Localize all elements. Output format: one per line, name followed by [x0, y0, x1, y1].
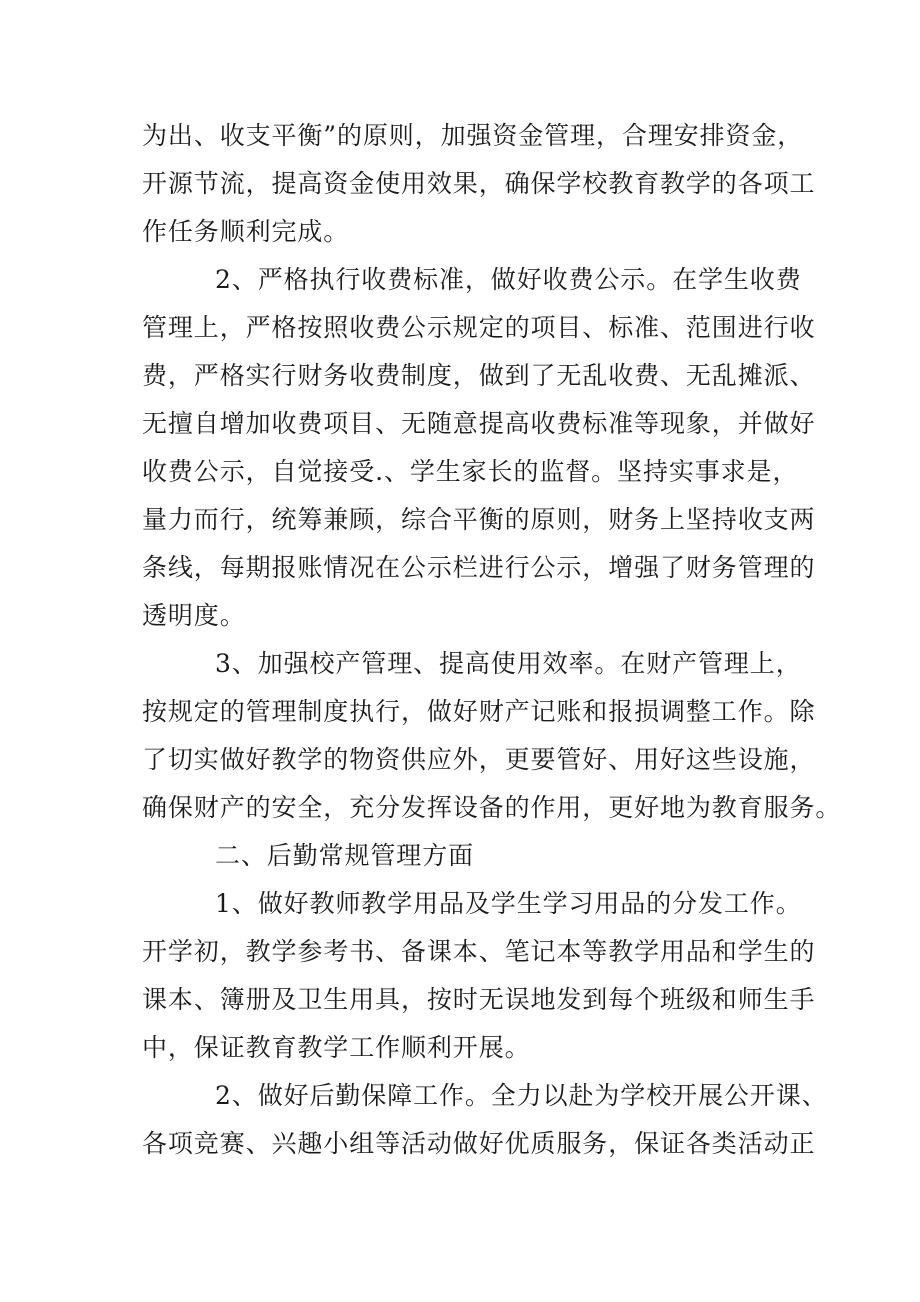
- text-line: 量力而行，统筹兼顾，综合平衡的原则，财务上坚持收支两: [142, 505, 816, 534]
- text-line: 开学初，教学参考书、备课本、笔记本等教学用品和学生的: [142, 937, 816, 966]
- text-line: 了切实做好教学的物资供应外，更要管好、用好这些设施，: [142, 745, 816, 774]
- text-line: 作任务顺利完成。: [142, 217, 350, 246]
- text-line: 课本、簿册及卫生用具，按时无误地发到每个班级和师生手: [142, 985, 816, 1014]
- text-line: 按规定的管理制度执行，做好财产记账和报损调整工作。除: [142, 697, 816, 726]
- text-line: 透明度。: [142, 601, 246, 630]
- paragraph-start-line: 1、做好教师教学用品及学生学习用品的分发工作。: [215, 889, 802, 918]
- text-line: 费，严格实行财务收费制度，做到了无乱收费、无乱摊派、: [142, 361, 816, 390]
- text-line: 确保财产的安全，充分发挥设备的作用，更好地为教育服务。: [142, 793, 842, 822]
- paragraph-start-line: 2、做好后勤保障工作。全力以赴为学校开展公开课、: [215, 1081, 828, 1110]
- text-line: 开源节流，提高资金使用效果，确保学校教育教学的各项工: [142, 169, 816, 198]
- text-line: 条线，每期报账情况在公示栏进行公示，增强了财务管理的: [142, 553, 816, 582]
- text-line: 各项竞赛、兴趣小组等活动做好优质服务，保证各类活动正: [142, 1129, 816, 1158]
- section-heading: 二、后勤常规管理方面: [215, 841, 475, 870]
- text-line: 为出、收支平衡”的原则，加强资金管理，合理安排资金，: [142, 121, 804, 150]
- text-line: 中，保证教育教学工作顺利开展。: [142, 1033, 531, 1062]
- text-line: 管理上，严格按照收费公示规定的项目、标准、范围进行收: [142, 313, 816, 342]
- paragraph-start-line: 3、加强校产管理、提高使用效率。在财产管理上，: [215, 649, 802, 678]
- text-line: 收费公示，自觉接受.、学生家长的监督。坚持实事求是，: [142, 457, 799, 486]
- text-line: 无擅自增加收费项目、无随意提高收费标准等现象，并做好: [142, 409, 816, 438]
- paragraph-start-line: 2、严格执行收费标准，做好收费公示。在学生收费: [215, 265, 802, 294]
